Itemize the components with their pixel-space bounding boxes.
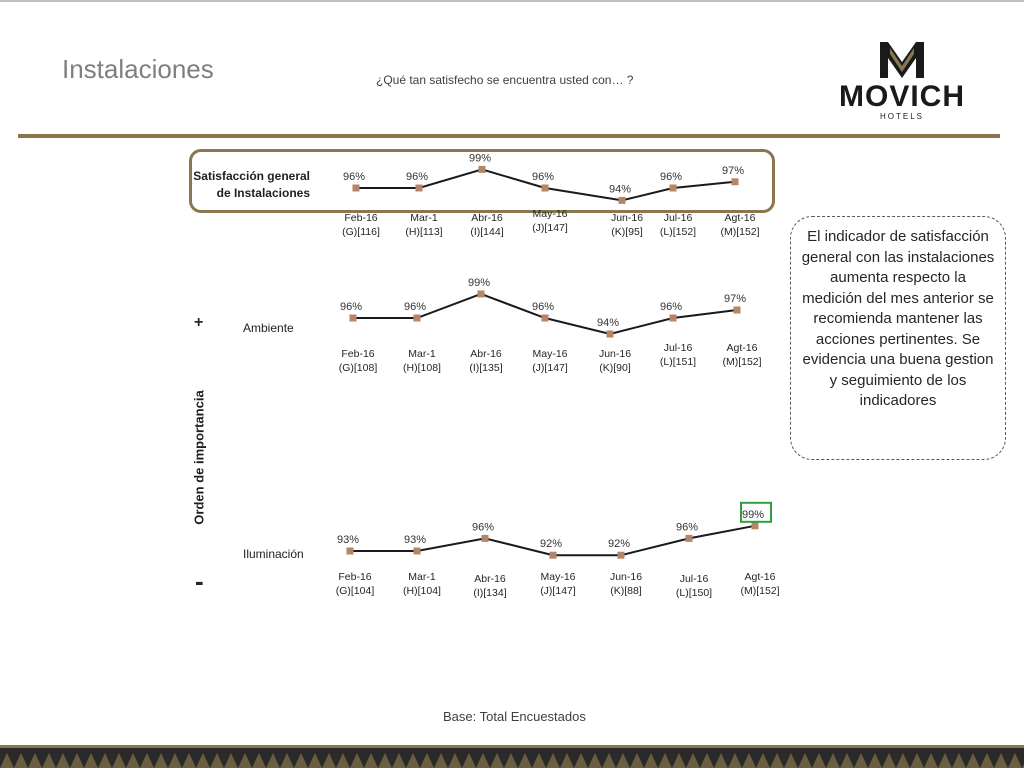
data-point — [618, 552, 625, 559]
data-point — [619, 197, 626, 204]
logo-brand-text: MOVICH — [839, 80, 965, 113]
data-label: 97% — [723, 293, 747, 305]
logo-sub-text: HOTELS — [879, 112, 925, 121]
data-label: 93% — [403, 534, 427, 546]
category-label: (K)[90] — [599, 362, 631, 374]
category-label: Agt-16 — [744, 571, 776, 583]
data-label: 96% — [403, 301, 427, 313]
category-label: (L)[152] — [659, 226, 697, 238]
page-title: Instalaciones — [62, 54, 214, 84]
importance-plus-sign: + — [194, 314, 204, 331]
category-label: Jul-16 — [663, 342, 693, 354]
data-point — [416, 185, 423, 192]
category-label: Jun-16 — [609, 571, 643, 583]
category-label: Abr-16 — [474, 573, 506, 585]
data-point — [542, 185, 549, 192]
importance-minus-sign: - — [195, 566, 204, 596]
data-label: 96% — [339, 301, 363, 313]
data-label: 99% — [467, 277, 491, 289]
category-label: (K)[88] — [610, 585, 642, 597]
category-label: Agt-16 — [724, 212, 756, 224]
data-label: 92% — [607, 538, 631, 551]
data-label: 92% — [539, 538, 563, 551]
category-label: Mar-1 — [408, 571, 436, 583]
insight-callout: El indicador de satisfacción general con las instalaciones aumenta respecto la medición del mes anterior se recomienda mantener las acciones pertinentes. Se evidencia una buena gestion y seguimiento de los indicadores — [790, 216, 1006, 460]
category-label: Abr-16 — [471, 212, 503, 224]
data-label: 93% — [336, 534, 360, 546]
data-label: 99% — [741, 508, 765, 521]
base-note: Base: Total Encuestados — [443, 709, 586, 724]
survey-question: ¿Qué tan satisfecho se encuentra usted con… ? — [376, 73, 634, 87]
category-label: (I)[144] — [470, 226, 504, 238]
category-label: (G)[108] — [338, 362, 378, 374]
category-label: Abr-16 — [470, 348, 502, 360]
category-label: (M)[152] — [740, 585, 780, 597]
data-label: 96% — [405, 171, 429, 183]
row-label-ambiente: Ambiente — [243, 321, 294, 335]
category-label: (H)[113] — [405, 226, 443, 238]
data-label: 99% — [468, 152, 492, 165]
data-point — [734, 307, 741, 314]
category-label: (J)[147] — [532, 222, 568, 234]
category-label: May-16 — [540, 571, 576, 583]
category-label: (I)[134] — [473, 587, 507, 599]
data-label: 96% — [471, 521, 495, 534]
data-point — [670, 315, 677, 322]
category-label: (M)[152] — [720, 226, 760, 238]
series-line-1 — [353, 294, 737, 334]
data-label: 96% — [342, 171, 366, 183]
category-label: (M)[152] — [722, 356, 762, 368]
data-point — [670, 185, 677, 192]
category-label: Jul-16 — [679, 573, 709, 585]
data-point — [414, 548, 421, 555]
category-label: Jul-16 — [663, 212, 693, 224]
category-label: (H)[104] — [403, 585, 441, 597]
importance-axis-title: Orden de importancia — [191, 390, 207, 525]
category-label: Feb-16 — [341, 348, 375, 360]
category-label: Jun-16 — [598, 348, 632, 360]
data-point — [482, 535, 489, 542]
data-point — [478, 291, 485, 298]
category-label: (L)[150] — [675, 587, 713, 599]
data-label: 94% — [608, 183, 632, 196]
category-label: (I)[135] — [469, 362, 503, 374]
data-label: 97% — [721, 164, 745, 177]
category-label: (G)[116] — [342, 226, 380, 238]
data-point — [752, 522, 759, 529]
category-label: Feb-16 — [344, 212, 378, 224]
footer-pattern-band — [0, 745, 1024, 768]
data-point — [414, 315, 421, 322]
category-label: Jun-16 — [610, 212, 644, 224]
data-point — [686, 535, 693, 542]
data-point — [607, 331, 614, 338]
data-point — [347, 548, 354, 555]
category-label: (J)[147] — [532, 362, 568, 374]
category-label: (L)[151] — [659, 356, 697, 368]
data-point — [353, 185, 360, 192]
data-label: 96% — [675, 521, 699, 534]
data-point — [350, 315, 357, 322]
data-label: 96% — [659, 171, 683, 183]
category-label: May-16 — [532, 348, 568, 360]
category-label: May-16 — [532, 208, 568, 220]
data-point — [550, 552, 557, 559]
row-label-iluminacion: Iluminación — [243, 547, 304, 561]
category-label: (K)[95] — [611, 226, 643, 238]
data-label: 96% — [659, 301, 683, 313]
category-label: Mar-1 — [408, 348, 436, 360]
category-label: (G)[104] — [335, 585, 375, 597]
row-label-satisfaccion-general: Satisfacción general de Instalaciones — [193, 169, 310, 200]
category-label: Feb-16 — [338, 571, 372, 583]
category-label: (J)[147] — [540, 585, 576, 597]
category-label: Mar-1 — [410, 212, 438, 224]
data-point — [542, 315, 549, 322]
category-label: Agt-16 — [726, 342, 758, 354]
category-label: (H)[108] — [403, 362, 441, 374]
data-label: 96% — [531, 171, 555, 183]
data-label: 94% — [596, 317, 620, 329]
data-label: 96% — [531, 301, 555, 313]
data-point — [732, 178, 739, 185]
data-point — [479, 166, 486, 173]
